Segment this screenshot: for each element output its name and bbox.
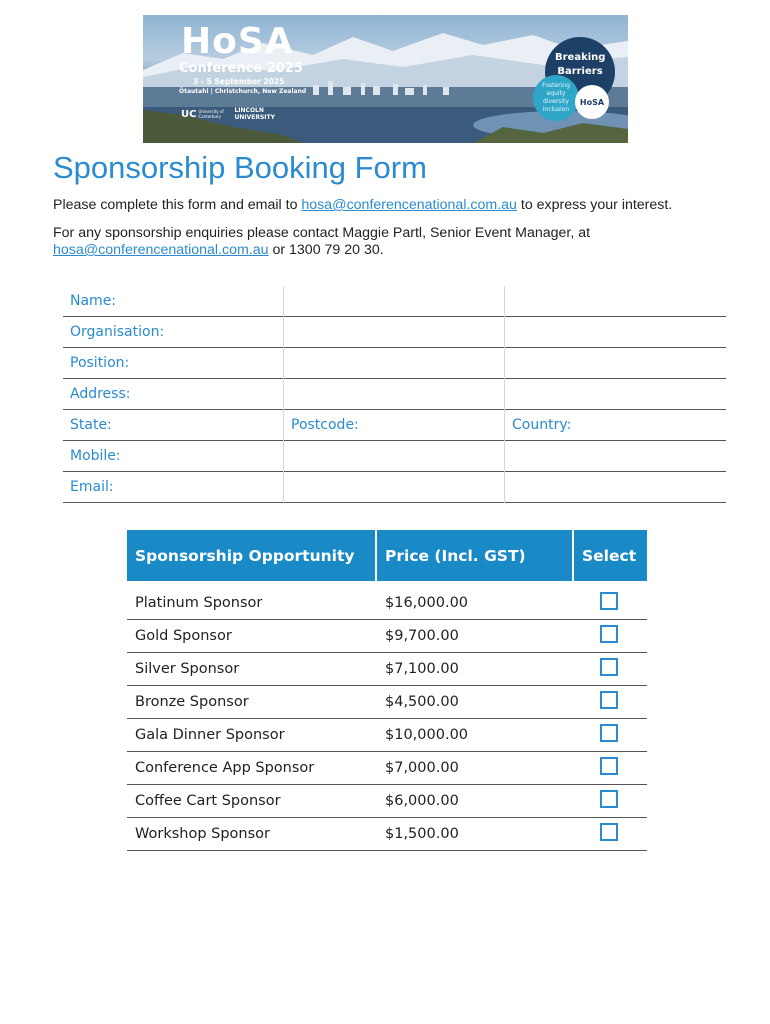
country-label[interactable]: Country: bbox=[512, 417, 572, 433]
sponsor-name: Workshop Sponsor bbox=[135, 826, 271, 842]
sponsorship-table bbox=[127, 530, 647, 851]
header-price: Price (Incl. GST) bbox=[377, 530, 572, 581]
table-row bbox=[127, 719, 647, 752]
sponsor-price: $4,500.00 bbox=[385, 694, 459, 710]
table-row bbox=[127, 589, 647, 620]
address-label: Address: bbox=[70, 386, 131, 402]
table-row bbox=[127, 653, 647, 686]
select-checkbox[interactable] bbox=[600, 790, 618, 808]
select-checkbox[interactable] bbox=[600, 757, 618, 775]
partner-logos bbox=[181, 107, 275, 121]
select-checkbox[interactable] bbox=[600, 724, 618, 742]
fostering-badge: Fostering equity diversity inclusion bbox=[533, 75, 579, 121]
mobile-field[interactable] bbox=[63, 441, 726, 472]
sponsor-price: $6,000.00 bbox=[385, 793, 459, 809]
email-field[interactable] bbox=[63, 472, 726, 503]
header-opportunity: Sponsorship Opportunity bbox=[127, 530, 375, 581]
name-label: Name: bbox=[70, 293, 117, 309]
contact-email-link[interactable]: hosa@conferencenational.com.au bbox=[53, 242, 269, 258]
sponsor-price: $1,500.00 bbox=[385, 826, 459, 842]
select-checkbox[interactable] bbox=[600, 823, 618, 841]
banner-title: HoSA bbox=[181, 21, 294, 62]
banner-location: Ōtautahi | Christchurch, New Zealand bbox=[179, 88, 307, 95]
table-row bbox=[127, 752, 647, 785]
sponsor-name: Gala Dinner Sponsor bbox=[135, 727, 285, 743]
sponsor-price: $10,000.00 bbox=[385, 727, 469, 743]
email-link[interactable]: hosa@conferencenational.com.au bbox=[301, 197, 517, 213]
address-field[interactable] bbox=[63, 379, 726, 410]
table-row bbox=[127, 785, 647, 818]
sponsor-price: $7,100.00 bbox=[385, 661, 459, 677]
select-checkbox[interactable] bbox=[600, 592, 618, 610]
contact-paragraph: For any sponsorship enquiries please contact Maggie Partl, Senior Event Manager, at hosa@conferencenational.com.au or 1300 79 20 30. bbox=[53, 225, 591, 258]
select-checkbox[interactable] bbox=[600, 691, 618, 709]
hosa-badge: HoSA bbox=[575, 85, 609, 119]
sponsor-price: $9,700.00 bbox=[385, 628, 459, 644]
contact-form bbox=[63, 286, 726, 503]
sponsor-name: Gold Sponsor bbox=[135, 628, 232, 644]
state-postcode-country-row bbox=[63, 410, 726, 441]
banner-dates: 3 - 5 September 2025 bbox=[193, 77, 285, 86]
sponsor-name: Bronze Sponsor bbox=[135, 694, 249, 710]
name-field[interactable] bbox=[63, 286, 726, 317]
position-label: Position: bbox=[70, 355, 130, 371]
postcode-label[interactable]: Postcode: bbox=[291, 417, 359, 433]
organisation-field[interactable] bbox=[63, 317, 726, 348]
table-row bbox=[127, 686, 647, 719]
position-field[interactable] bbox=[63, 348, 726, 379]
sponsor-price: $7,000.00 bbox=[385, 760, 459, 776]
select-checkbox[interactable] bbox=[600, 658, 618, 676]
table-row bbox=[127, 620, 647, 653]
banner-subtitle: Conference 2025 bbox=[179, 61, 303, 76]
conference-banner bbox=[143, 15, 628, 143]
select-checkbox[interactable] bbox=[600, 625, 618, 643]
sponsor-name: Coffee Cart Sponsor bbox=[135, 793, 281, 809]
state-label[interactable]: State: bbox=[70, 417, 112, 433]
sponsor-name: Silver Sponsor bbox=[135, 661, 240, 677]
email-label: Email: bbox=[70, 479, 114, 495]
mobile-label: Mobile: bbox=[70, 448, 121, 464]
table-header bbox=[127, 530, 647, 581]
sponsor-name: Conference App Sponsor bbox=[135, 760, 315, 776]
sponsor-name: Platinum Sponsor bbox=[135, 595, 263, 611]
organisation-label: Organisation: bbox=[70, 324, 165, 340]
header-select: Select bbox=[574, 530, 647, 581]
lincoln-logo: LINCOLN UNIVERSITY bbox=[234, 107, 275, 121]
table-row bbox=[127, 818, 647, 851]
breaking-barriers-badge: Breaking Barriers bbox=[545, 37, 615, 107]
intro-paragraph: Please complete this form and email to hosa@conferencenational.com.au to express your interest. bbox=[53, 197, 673, 213]
page-title: Sponsorship Booking Form bbox=[53, 150, 427, 185]
sponsor-price: $16,000.00 bbox=[385, 595, 469, 611]
uc-logo: UC University of Canterbury bbox=[181, 108, 224, 120]
